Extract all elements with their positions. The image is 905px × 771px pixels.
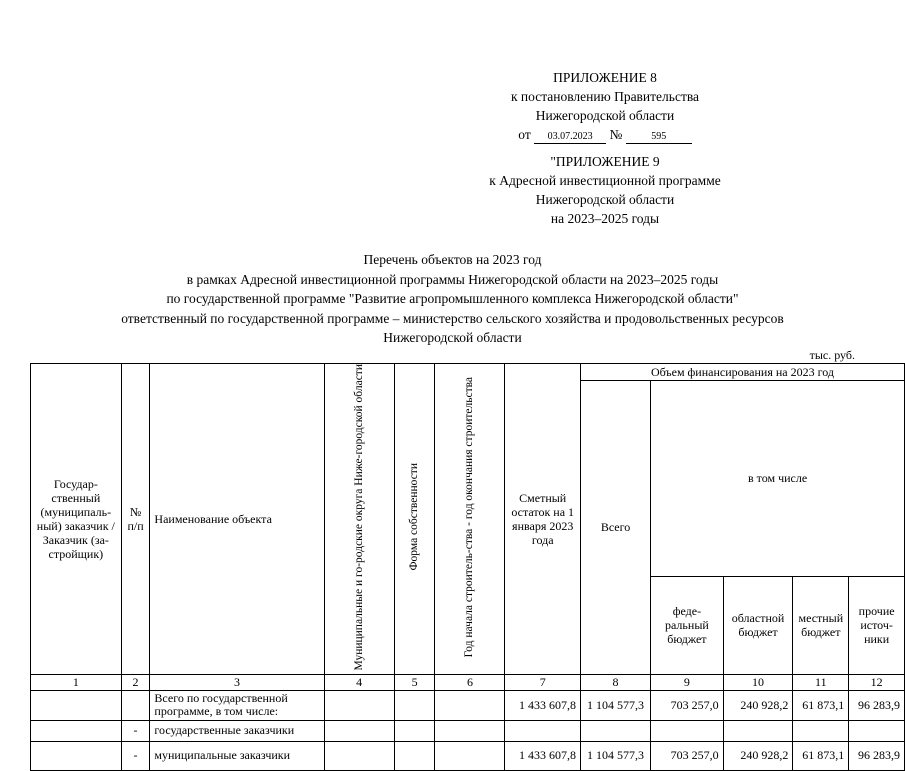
header-financing: Объем финансирования на 2023 год bbox=[580, 364, 904, 381]
header-regional: областной бюджет bbox=[723, 576, 793, 674]
row-estimate: 1 433 607,8 bbox=[505, 690, 580, 720]
row-name: государственные заказчики bbox=[150, 720, 324, 741]
col-number: 5 bbox=[394, 674, 435, 690]
row-customer bbox=[31, 720, 122, 741]
col-number: 8 bbox=[580, 674, 650, 690]
col-number: 11 bbox=[793, 674, 849, 690]
header-municipal bbox=[324, 364, 394, 675]
number-label: № bbox=[609, 127, 623, 142]
row-federal: 703 257,0 bbox=[651, 690, 723, 720]
header-ownership-text: Форма собственности bbox=[408, 463, 421, 572]
row-other: 96 283,9 bbox=[849, 741, 905, 770]
row-municipal bbox=[324, 720, 394, 741]
row-ownership bbox=[394, 690, 435, 720]
table-row bbox=[31, 741, 905, 770]
row-customer bbox=[31, 741, 122, 770]
header-municipal-text: Муниципальные и го-родские округа Ниже-городской области bbox=[352, 364, 365, 671]
row-federal bbox=[651, 720, 723, 741]
row-years bbox=[435, 720, 505, 741]
header-object-name: Наименование объекта bbox=[150, 364, 324, 675]
appendix-8-region-line: Нижегородской области bbox=[535, 108, 675, 123]
appendix-8-block bbox=[480, 68, 730, 144]
appendix-8-heading: ПРИЛОЖЕНИЕ 8 bbox=[553, 70, 657, 85]
header-federal: феде-ральный бюджет bbox=[651, 576, 723, 674]
appendix-9-region-line: Нижегородской области bbox=[535, 192, 675, 207]
decree-date: 03.07.2023 bbox=[534, 130, 606, 144]
row-regional: 240 928,2 bbox=[723, 690, 793, 720]
row-regional bbox=[723, 720, 793, 741]
title-line-4: ответственный по государственной программе – министерство сельского хозяйства и продовольственных ресурсов bbox=[121, 310, 784, 326]
appendix-9-heading: "ПРИЛОЖЕНИЕ 9 bbox=[550, 154, 660, 169]
header-total: Всего bbox=[580, 381, 650, 675]
row-years bbox=[435, 690, 505, 720]
header-years bbox=[435, 364, 505, 675]
header-no: № п/п bbox=[121, 364, 150, 675]
col-number: 1 bbox=[31, 674, 122, 690]
row-total: 1 104 577,3 bbox=[580, 741, 650, 770]
row-no: - bbox=[121, 741, 150, 770]
appendix-9-block bbox=[450, 152, 760, 228]
row-estimate bbox=[505, 720, 580, 741]
title-line-1: Перечень объектов на 2023 год bbox=[363, 252, 542, 267]
financing-table bbox=[30, 363, 905, 771]
unit-label: тыс. руб. bbox=[809, 348, 855, 362]
row-municipal bbox=[324, 741, 394, 770]
document-title bbox=[40, 250, 865, 348]
col-number: 2 bbox=[121, 674, 150, 690]
row-total: 1 104 577,3 bbox=[580, 690, 650, 720]
header-other: прочие источ-ники bbox=[849, 576, 905, 674]
row-other: 96 283,9 bbox=[849, 690, 905, 720]
row-local bbox=[793, 720, 849, 741]
title-line-3: по государственной программе "Развитие агропромышленного комплекса Нижегородской области" bbox=[166, 291, 739, 306]
col-number: 10 bbox=[723, 674, 793, 690]
appendix-8-decree-line: к постановлению Правительства bbox=[510, 89, 700, 104]
row-ownership bbox=[394, 741, 435, 770]
row-name: муниципальные заказчики bbox=[150, 741, 324, 770]
title-line-2: в рамках Адресной инвестиционной программы Нижегородской области на 2023–2025 годы bbox=[186, 271, 719, 287]
header-estimate: Сметный остаток на 1 января 2023 года bbox=[505, 364, 580, 675]
appendix-9-program-line: к Адресной инвестиционной программе bbox=[489, 173, 721, 188]
row-local: 61 873,1 bbox=[793, 690, 849, 720]
col-number: 9 bbox=[651, 674, 723, 690]
row-total bbox=[580, 720, 650, 741]
header-years-text: Год начала строитель-ства - год окончания строительства bbox=[463, 377, 476, 658]
header-local: местный бюджет bbox=[793, 576, 849, 674]
title-line-5: Нижегородской области bbox=[383, 330, 522, 345]
row-local: 61 873,1 bbox=[793, 741, 849, 770]
col-number: 6 bbox=[435, 674, 505, 690]
appendix-8-date-line bbox=[480, 125, 730, 144]
row-estimate: 1 433 607,8 bbox=[505, 741, 580, 770]
table-row bbox=[31, 690, 905, 720]
header-ownership bbox=[394, 364, 435, 675]
row-regional: 240 928,2 bbox=[723, 741, 793, 770]
row-customer bbox=[31, 690, 122, 720]
col-number: 3 bbox=[150, 674, 324, 690]
row-no: - bbox=[121, 720, 150, 741]
header-customer: Государ-ственный (муниципаль-ный) заказчик /Заказчик (за-стройщик) bbox=[31, 364, 122, 675]
row-other bbox=[849, 720, 905, 741]
row-name: Всего по государственной программе, в том числе: bbox=[150, 690, 324, 720]
row-federal: 703 257,0 bbox=[651, 741, 723, 770]
row-years bbox=[435, 741, 505, 770]
column-number-row bbox=[31, 674, 905, 690]
appendix-9-years-line: на 2023–2025 годы bbox=[550, 211, 660, 226]
row-ownership bbox=[394, 720, 435, 741]
decree-number: 595 bbox=[626, 130, 692, 144]
col-number: 4 bbox=[324, 674, 394, 690]
col-number: 12 bbox=[849, 674, 905, 690]
header-including: в том числе bbox=[651, 381, 905, 577]
table-row bbox=[31, 720, 905, 741]
col-number: 7 bbox=[505, 674, 580, 690]
from-label: от bbox=[518, 127, 531, 142]
row-no bbox=[121, 690, 150, 720]
row-municipal bbox=[324, 690, 394, 720]
